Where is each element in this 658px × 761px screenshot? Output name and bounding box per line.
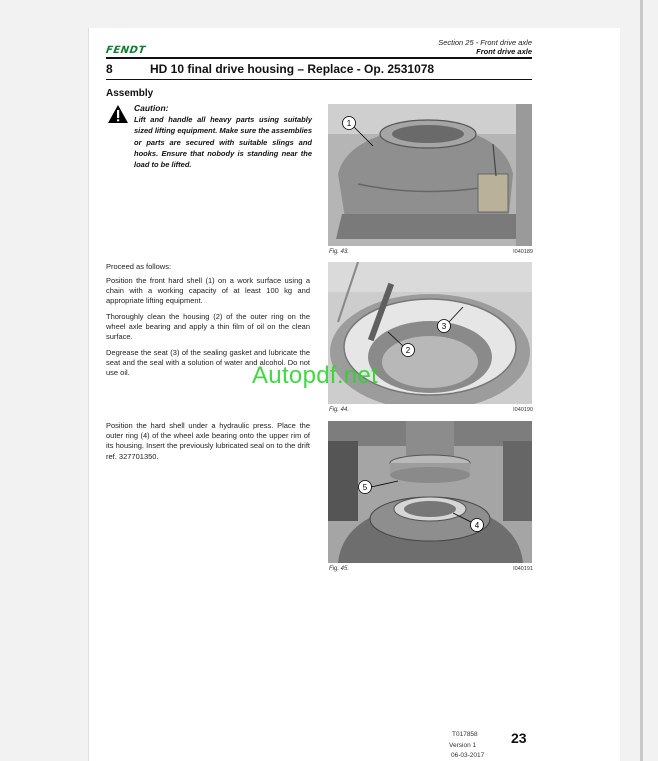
caution-text: Lift and handle all heavy parts using suitably sized lifting equipment. Make sure the assemblies or parts are secured with suitable slings and hooks. Ensure that nobody is standing near the load to be lifted. — [134, 115, 312, 170]
footer-version: Version 1 — [449, 742, 477, 749]
brand-logo: FENDT — [105, 45, 147, 56]
subsection-label: Front drive axle — [476, 47, 532, 56]
step-3-text: Degrease the seat (3) of the sealing gasket and lubricate the seat and the seal with a solution of water and alcohol. Do not use oil. — [106, 348, 310, 378]
figure-44-code: I040190 — [513, 407, 533, 413]
header-rule — [106, 57, 532, 59]
chapter-number: 8 — [106, 62, 113, 76]
callout-3-label: 3 — [441, 322, 447, 331]
scrollbar-thumb[interactable] — [640, 0, 643, 761]
section-label: Section 25 - Front drive axle — [438, 38, 532, 47]
figure-43-caption: Fig. 43. — [329, 249, 350, 255]
figure-43-code: I040189 — [513, 249, 533, 255]
intro-text: Proceed as follows: — [106, 262, 172, 271]
callout-2-label: 2 — [405, 346, 411, 355]
figure-44-caption: Fig. 44. — [329, 407, 350, 413]
watermark-text: Autopdf.net — [252, 362, 379, 389]
chapter-title: HD 10 final drive housing – Replace - Op. 2531078 — [150, 62, 435, 76]
footer-doc-code: T017858 — [452, 731, 478, 738]
title-rule — [106, 79, 532, 80]
step-1-text: Position the front hard shell (1) on a work surface using a chain with a working capacity of at least 100 kg and appropriate lifting equipment. — [106, 276, 310, 306]
callout-4-label: 4 — [474, 521, 480, 530]
page-number: 23 — [511, 730, 527, 746]
figure-45-photo — [328, 421, 532, 563]
figure-43-photo — [328, 104, 532, 246]
warning-triangle-icon — [107, 104, 129, 124]
figure-45-caption: Fig. 45. — [329, 566, 350, 572]
callout-5-label: 5 — [362, 483, 368, 492]
step-4-text: Position the hard shell under a hydraulic press. Place the outer ring (4) of the wheel axle bearing onto the upper rim of its housing. Insert the previously lubricated seal on to the drift ref. 327701350. — [106, 421, 310, 461]
callout-1-label: 1 — [346, 119, 352, 128]
caution-title: Caution: — [134, 103, 169, 113]
step-2-text: Thoroughly clean the housing (2) of the outer ring on the wheel axle bearing and apply a thin film of oil on the clean surface. — [106, 312, 310, 342]
figure-45-code: I040191 — [513, 566, 533, 572]
footer-date: 06-03-2017 — [451, 752, 485, 759]
assembly-heading: Assembly — [106, 88, 154, 99]
